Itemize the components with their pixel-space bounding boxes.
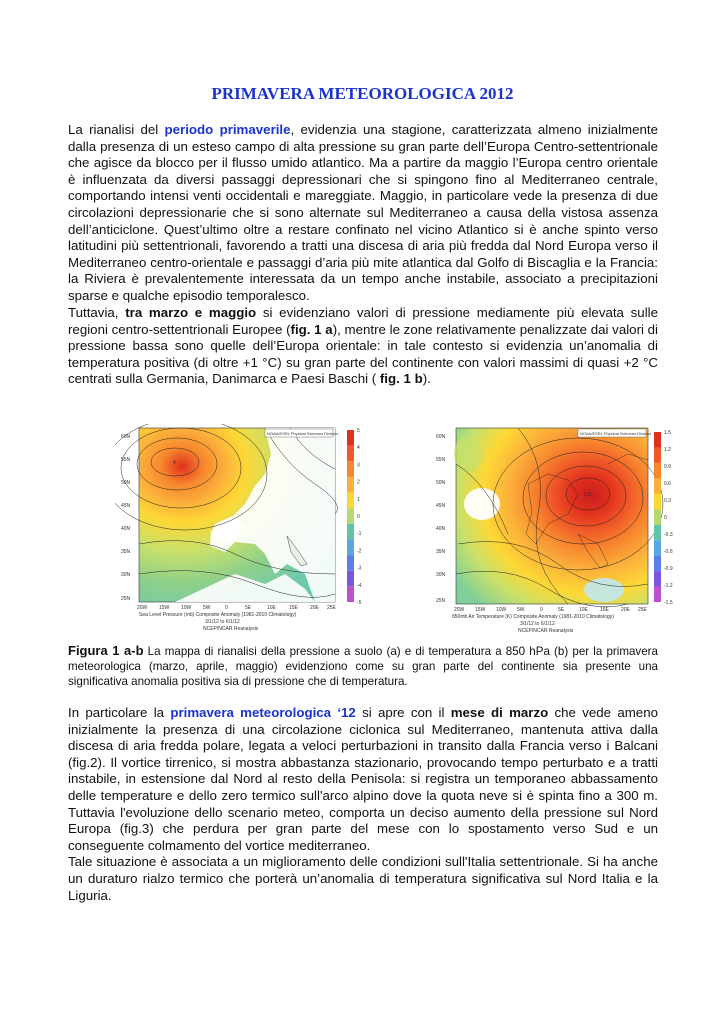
text: Tale situazione è associata a un miglioramento delle condizioni sull'Italia settentrionale. Si ha anche un duraturo rialzo termico che porterà un’anomalia di temperatura significativa sul Nord Italia e la Liguria. <box>68 854 658 903</box>
tick-label: 35N <box>436 549 446 555</box>
paragraph-march <box>68 705 658 904</box>
tick-label: 50N <box>121 480 131 486</box>
map-footer: NCEP/NCAR Reanalysis <box>203 626 259 632</box>
caption-text: La mappa di rianalisi della pressione a suolo (a) e di temperatura a 850 hPa (b) per la primavera meteorologica (marzo, aprile, maggio) evidenziono come su gran parte del continente sia presente una significativa anomalia positiva sia di pressione che di temperatura. <box>68 645 658 688</box>
scale-swatch <box>347 571 354 587</box>
scale-label: 1.2 <box>664 447 671 453</box>
figure-caption <box>68 643 658 689</box>
caption-label: Figura 1 a-b <box>68 643 144 658</box>
tick-label: 35N <box>121 549 131 555</box>
map-footer: NCEP/NCAR Reanalysis <box>518 628 574 634</box>
scale-swatch <box>347 430 354 446</box>
highlight-periodo-primaverile: periodo primaverile <box>164 122 291 137</box>
tick-label: 20E <box>621 607 630 613</box>
map-caption: 850mb Air Temperature (K) Composite Anomaly (1981-2010 Climatology) <box>452 614 614 620</box>
scale-label: -3 <box>357 565 362 572</box>
tick-label: 40N <box>436 526 446 532</box>
tick-label: 50N <box>436 480 446 486</box>
scale-label: -1 <box>357 531 362 538</box>
tick-label: 10W <box>181 605 192 611</box>
scale-swatch <box>347 508 354 524</box>
map-dates: 3/1/12 to 6/1/12 <box>520 621 555 627</box>
map-dates: 3/1/12 to 6/1/12 <box>205 619 240 625</box>
scale-label: 0.6 <box>664 481 671 487</box>
scale-label: 3 <box>357 462 360 469</box>
scale-label: 4 <box>357 445 360 452</box>
scale-label: 0 <box>357 514 360 520</box>
tick-label: 0 <box>225 605 228 611</box>
scale-swatch <box>654 587 661 602</box>
scale-swatch <box>347 539 354 555</box>
text: si apre con il <box>355 705 451 720</box>
scale-swatch <box>347 477 354 493</box>
scale-label: 0.9 <box>664 464 671 470</box>
scale-swatch <box>654 556 661 571</box>
tick-label: 55N <box>436 457 446 463</box>
scale-label: -1.5 <box>664 600 673 606</box>
tick-label: 20W <box>454 607 465 613</box>
scale-label: 1.5 <box>664 430 671 436</box>
tick-label: 30N <box>436 572 446 578</box>
scale-label: -4 <box>357 582 362 589</box>
tick-label: 25N <box>436 598 446 604</box>
text: Tuttavia, <box>68 305 126 320</box>
svg-text:4: 4 <box>173 460 176 466</box>
bold-period: tra marzo e maggio <box>125 305 257 320</box>
tick-label: 15W <box>475 607 486 613</box>
scale-swatch <box>347 461 354 477</box>
tick-label: 20E <box>310 605 319 611</box>
scale-label: -0.3 <box>664 532 673 538</box>
tick-label: 40N <box>121 526 131 532</box>
tick-label: 25E <box>638 607 647 613</box>
tick-label: 10E <box>267 605 276 611</box>
scale-swatch <box>654 525 661 540</box>
scale-label: 0.3 <box>664 498 671 504</box>
scale-swatch <box>654 571 661 586</box>
tick-label: 55N <box>121 457 131 463</box>
tick-label: 10E <box>579 607 588 613</box>
scale-swatch <box>654 494 661 509</box>
scale-swatch <box>347 555 354 571</box>
tick-label: 25E <box>327 605 336 611</box>
text: ). <box>422 371 431 387</box>
page-title: PRIMAVERA METEOROLOGICA 2012 <box>211 84 514 103</box>
scale-swatch <box>654 463 661 478</box>
tick-label: 0 <box>540 607 543 613</box>
scale-label: -0.9 <box>664 566 673 572</box>
tick-label: 5W <box>517 607 525 613</box>
fig-ref-1a: fig. 1 a <box>290 321 333 337</box>
scale-label: 5 <box>357 428 360 434</box>
tick-label: 30N <box>121 572 131 578</box>
highlight-primavera: primavera meteorologica ‘12 <box>170 705 356 720</box>
text: In particolare la <box>68 705 171 720</box>
scale-swatch <box>654 509 661 524</box>
tick-label: 45N <box>121 503 131 509</box>
tick-label: 5W <box>203 605 211 611</box>
scale-label: -2 <box>357 548 362 555</box>
scale-label: 0 <box>664 515 667 521</box>
scale-swatch <box>347 524 354 540</box>
tick-label: 25N <box>121 596 131 602</box>
scale-label: -1.2 <box>664 583 673 589</box>
map-header: NOAA/ESRL Physical Sciences Division <box>267 431 339 436</box>
scale-swatch <box>654 432 661 447</box>
scale-swatch <box>654 447 661 462</box>
tick-label: 60N <box>436 434 446 440</box>
scale-label: 1 <box>357 496 360 503</box>
text: si evidenziano valori di pressione mediamente più elevata sulle regioni centro-settentrionali Europee ( <box>68 305 658 337</box>
figure-1a-pressure-map <box>115 424 375 636</box>
scale-swatch <box>347 446 354 462</box>
text: La rianalisi del <box>68 122 165 137</box>
tick-label: 5E <box>245 605 252 611</box>
scale-swatch <box>654 540 661 555</box>
tick-label: 60N <box>121 434 131 440</box>
text: che vede ameno inizialmente la presenza di una circolazione ciclonica sul Mediterraneo, mantenuta attiva dalla discesa di aria fredda polare, legata a veloci perturbazioni in transito dalla Francia verso i Balcani (fig.2). Il vortice tirrenico, si mostra abbastanza stazionario, provocando tempo perturbato e a tratti instabile, in estensione dal Nord al resto della Penisola: si registra un temporaneo abbassamento delle temperature e dello zero termico sull'arco alpino dove la quota neve si è spinta fino a 300 m. Tuttavia l'evoluzione dello scenario meteo, comporta un deciso aumento della pressione sul Nord Europa (fig.3) che perdura per gran parte del mese con lo spostamento verso Sud e un conseguente colmamento del vortice mediterraneo. <box>68 705 658 853</box>
svg-text:1.5: 1.5 <box>584 492 591 498</box>
scale-label: -5 <box>357 600 362 606</box>
tick-label: 45N <box>436 503 446 509</box>
fig-ref-1b: fig. 1 b <box>379 371 423 387</box>
tick-label: 15E <box>289 605 298 611</box>
paragraph-intro <box>68 122 658 305</box>
text: ), mentre le zone relativamente penalizzate dai valori di pressione bassa sono quelle dell’Europa orientale: in tale contesto si evidenzia un’anomalia di temperatura positiva (di oltre +1 °C) su gran parte del continente con valori massimi di quasi +2 °C centrati sulla Germania, Danimarca e Paesi Baschi ( <box>68 321 659 387</box>
paragraph-pressure <box>68 305 658 388</box>
tick-label: 15E <box>600 607 609 613</box>
map-header: NOAA/ESRL Physical Sciences Division <box>580 431 652 436</box>
text: , evidenzia una stagione, caratterizzata almeno inizialmente dalla presenza di un esteso campo di alta pressione su gran parte dell’Europa Centro-settentrionale che agisce da blocco per il flusso umido atlantico. Ma a partire da maggio l’Europa centro orientale è influenzata da diversi passaggi depressionari che si spingono fino al Mediterraneo centrale, comportando intensi venti occidentali e mareggiate. Maggio, in particolare vede la presenza di due circolazioni depressionarie che si sono alternate sul Mediterraneo a causa della vistosa assenza dell’anticiclone. Quest’ultimo oltre a restare confinato nel vicino Atlantico si è anche spinto verso latitudini più settentrionali, favorendo a tratti una discesa di aria più fredda dal Nord Europa verso il Mediterraneo centro-orientale e passaggi d’aria più mite atlantica dal Golfo di Biscaglia e la Francia: la Riviera è prevalentemente interessata da un tempo anche instabile, associato a precipitazioni sparse e qualche episodio temporalesco. <box>68 122 658 303</box>
tick-label: 10W <box>496 607 507 613</box>
scale-label: -0.6 <box>664 549 673 555</box>
scale-label: 2 <box>357 479 360 486</box>
figure-1b-temperature-map <box>428 424 690 642</box>
map-caption: Sea Level Pressure (mb) Composite Anomaly (1981-2010 Climatology) <box>139 612 297 618</box>
scale-swatch <box>654 478 661 493</box>
scale-swatch <box>347 493 354 509</box>
scale-swatch <box>347 586 354 602</box>
bold-mese-di-marzo: mese di marzo <box>450 705 549 720</box>
tick-label: 15W <box>159 605 170 611</box>
tick-label: 5E <box>558 607 565 613</box>
tick-label: 20W <box>137 605 148 611</box>
